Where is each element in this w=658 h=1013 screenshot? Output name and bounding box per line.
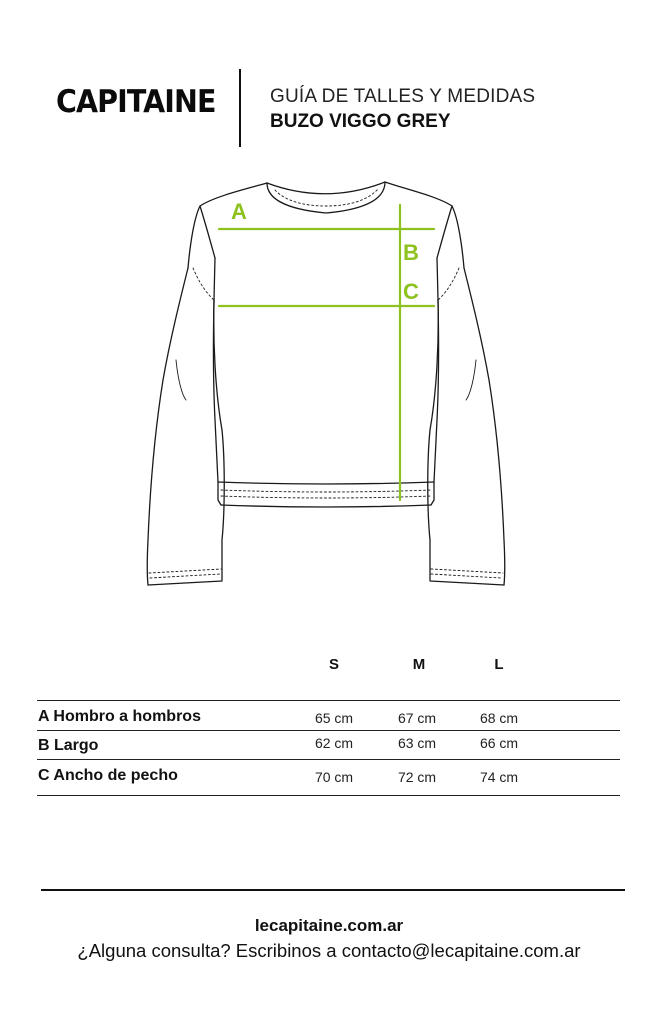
sweatshirt-outline-icon [147,182,505,585]
cell-shoulder-l: 68 cm [479,710,519,726]
row-label-shoulder: A Hombro a hombros [38,708,201,725]
product-name: BUZO VIGGO GREY [270,111,451,132]
dimension-label-a: A [231,199,247,224]
dimension-label-b: B [403,240,419,265]
row-label-length: B Largo [38,737,99,754]
guide-title: GUÍA DE TALLES Y MEDIDAS [270,86,536,107]
dimension-label-c: C [403,279,419,304]
table-rule [37,700,620,701]
size-header-s: S [328,656,339,673]
cell-shoulder-m: 67 cm [397,710,437,726]
header-divider [239,69,241,147]
website-link[interactable]: lecapitaine.com.ar [254,916,404,935]
row-label-chest: C Ancho de pecho [38,767,178,784]
table-rule [37,795,620,796]
sweatshirt-drawing [0,160,658,600]
size-header-l: L [494,656,504,673]
cell-chest-m: 72 cm [397,769,437,785]
table-rule [37,730,620,731]
cell-length-l: 66 cm [479,735,519,751]
cell-chest-s: 70 cm [314,769,354,785]
cell-chest-l: 74 cm [479,769,519,785]
footer-divider [41,889,625,891]
cell-shoulder-s: 65 cm [314,710,354,726]
cell-length-m: 63 cm [397,735,437,751]
table-rule [37,759,620,760]
size-header-m: M [412,656,426,673]
brand-logo: CAPITAINE [56,84,216,120]
measurement-lines [219,205,434,500]
contact-text: ¿Alguna consulta? Escribinos a contacto@lecapitaine.com.ar [77,940,581,961]
cell-length-s: 62 cm [314,735,354,751]
